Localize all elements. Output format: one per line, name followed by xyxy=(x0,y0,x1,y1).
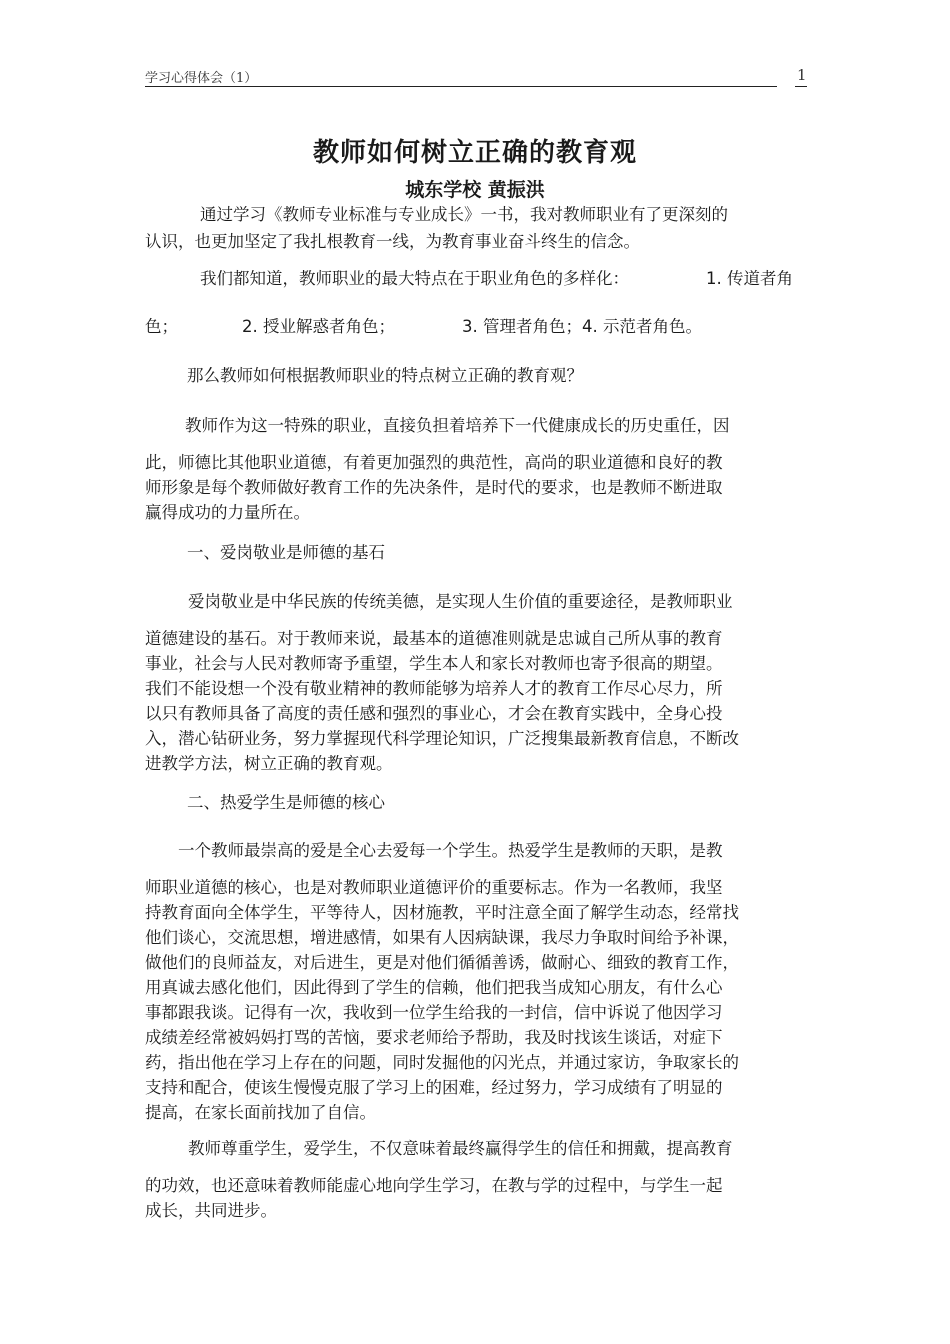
document-title: 教师如何树立正确的教育观 xyxy=(312,138,637,168)
text-line-4-role2: 2. 授业解惑者角色； xyxy=(242,317,395,336)
text-line-16: 进教学方法，树立正确的教育观。 xyxy=(145,754,393,773)
page-number-rule xyxy=(795,86,807,87)
text-line-20: 他们谈心，交流思想，增进感情，如果有人因病缺课，我尽力争取时间给予补课， xyxy=(145,928,739,947)
text-line-26: 支持和配合，使该生慢慢克服了学习上的困难，经过努力，学习成绩有了明显的 xyxy=(145,1078,723,1097)
text-line-14: 以只有教师具备了高度的责任感和强烈的事业心，才会在教育实践中，全身心投 xyxy=(145,704,723,723)
text-line-3-list-start: 1. 传道者角 xyxy=(706,269,793,288)
author-line: 城东学校 黄振洪 xyxy=(405,179,545,201)
text-line-13: 我们不能设想一个没有敬业精神的教师能够为培养人才的教育工作尽心尽力，所 xyxy=(145,679,723,698)
text-line-22: 用真诚去感化他们，因此得到了学生的信赖，他们把我当成知心朋友，有什么心 xyxy=(145,978,723,997)
text-line-12: 事业，社会与人民对教师寄予重望，学生本人和家长对教师也寄予很高的期望。 xyxy=(145,654,723,673)
text-line-1: 通过学习《教师专业标准与专业成长》一书，我对教师职业有了更深刻的 xyxy=(200,205,728,224)
section-heading-1: 一、爱岗敬业是师德的基石 xyxy=(187,543,385,562)
text-line-28: 教师尊重学生，爱学生，不仅意味着最终赢得学生的信任和拥戴，提高教育 xyxy=(188,1139,733,1158)
text-line-4-role3: 3. 管理者角色；4. 示范者角色。 xyxy=(462,317,702,336)
text-line-5: 那么教师如何根据教师职业的特点树立正确的教育观？ xyxy=(187,366,583,385)
header-rule xyxy=(145,86,777,87)
section-heading-2: 二、热爱学生是师德的核心 xyxy=(187,793,385,812)
text-line-6: 教师作为这一特殊的职业，直接负担着培养下一代健康成长的历史重任，因 xyxy=(185,416,730,435)
text-line-21: 做他们的良师益友，对后进生，更是对他们循循善诱，做耐心、细致的教育工作， xyxy=(145,953,739,972)
text-line-30: 成长，共同进步。 xyxy=(145,1201,277,1220)
text-line-23: 事都跟我谈。记得有一次，我收到一位学生给我的一封信，信中诉说了他因学习 xyxy=(145,1003,723,1022)
text-line-24: 成绩差经常被妈妈打骂的苦恼，要求老师给予帮助，我及时找该生谈话，对症下 xyxy=(145,1028,723,1047)
text-line-10: 爱岗敬业是中华民族的传统美德，是实现人生价值的重要途径，是教师职业 xyxy=(188,592,733,611)
page-number: 1 xyxy=(797,66,807,84)
header-title: 学习心得体会（1） xyxy=(145,71,258,86)
text-line-11: 道德建设的基石。对于教师来说，最基本的道德准则就是忠诚自己所从事的教育 xyxy=(145,629,723,648)
text-line-18: 师职业道德的核心，也是对教师职业道德评价的重要标志。作为一名教师，我坚 xyxy=(145,878,723,897)
text-line-29: 的功效，也还意味着教师能虚心地向学生学习，在教与学的过程中，与学生一起 xyxy=(145,1176,723,1195)
text-line-2: 认识，也更加坚定了我扎根教育一线，为教育事业奋斗终生的信念。 xyxy=(145,232,640,251)
text-line-4-start: 色； xyxy=(145,317,178,336)
text-line-19: 持教育面向全体学生，平等待人，因材施教，平时注意全面了解学生动态，经常找 xyxy=(145,903,739,922)
text-line-15: 入，潜心钻研业务，努力掌握现代科学理论知识，广泛搜集最新教育信息，不断改 xyxy=(145,729,739,748)
text-line-7: 此，师德比其他职业道德，有着更加强烈的典范性，高尚的职业道德和良好的教 xyxy=(145,453,723,472)
text-line-3: 我们都知道，教师职业的最大特点在于职业角色的多样化： xyxy=(200,269,629,288)
text-line-27: 提高，在家长面前找加了自信。 xyxy=(145,1103,376,1122)
text-line-17: 一个教师最崇高的爱是全心去爱每一个学生。热爱学生是教师的天职，是教 xyxy=(178,841,723,860)
text-line-8: 师形象是每个教师做好教育工作的先决条件，是时代的要求，也是教师不断进取 xyxy=(145,478,723,497)
text-line-9: 赢得成功的力量所在。 xyxy=(145,503,310,522)
text-line-25: 药，指出他在学习上存在的问题，同时发掘他的闪光点，并通过家访，争取家长的 xyxy=(145,1053,739,1072)
